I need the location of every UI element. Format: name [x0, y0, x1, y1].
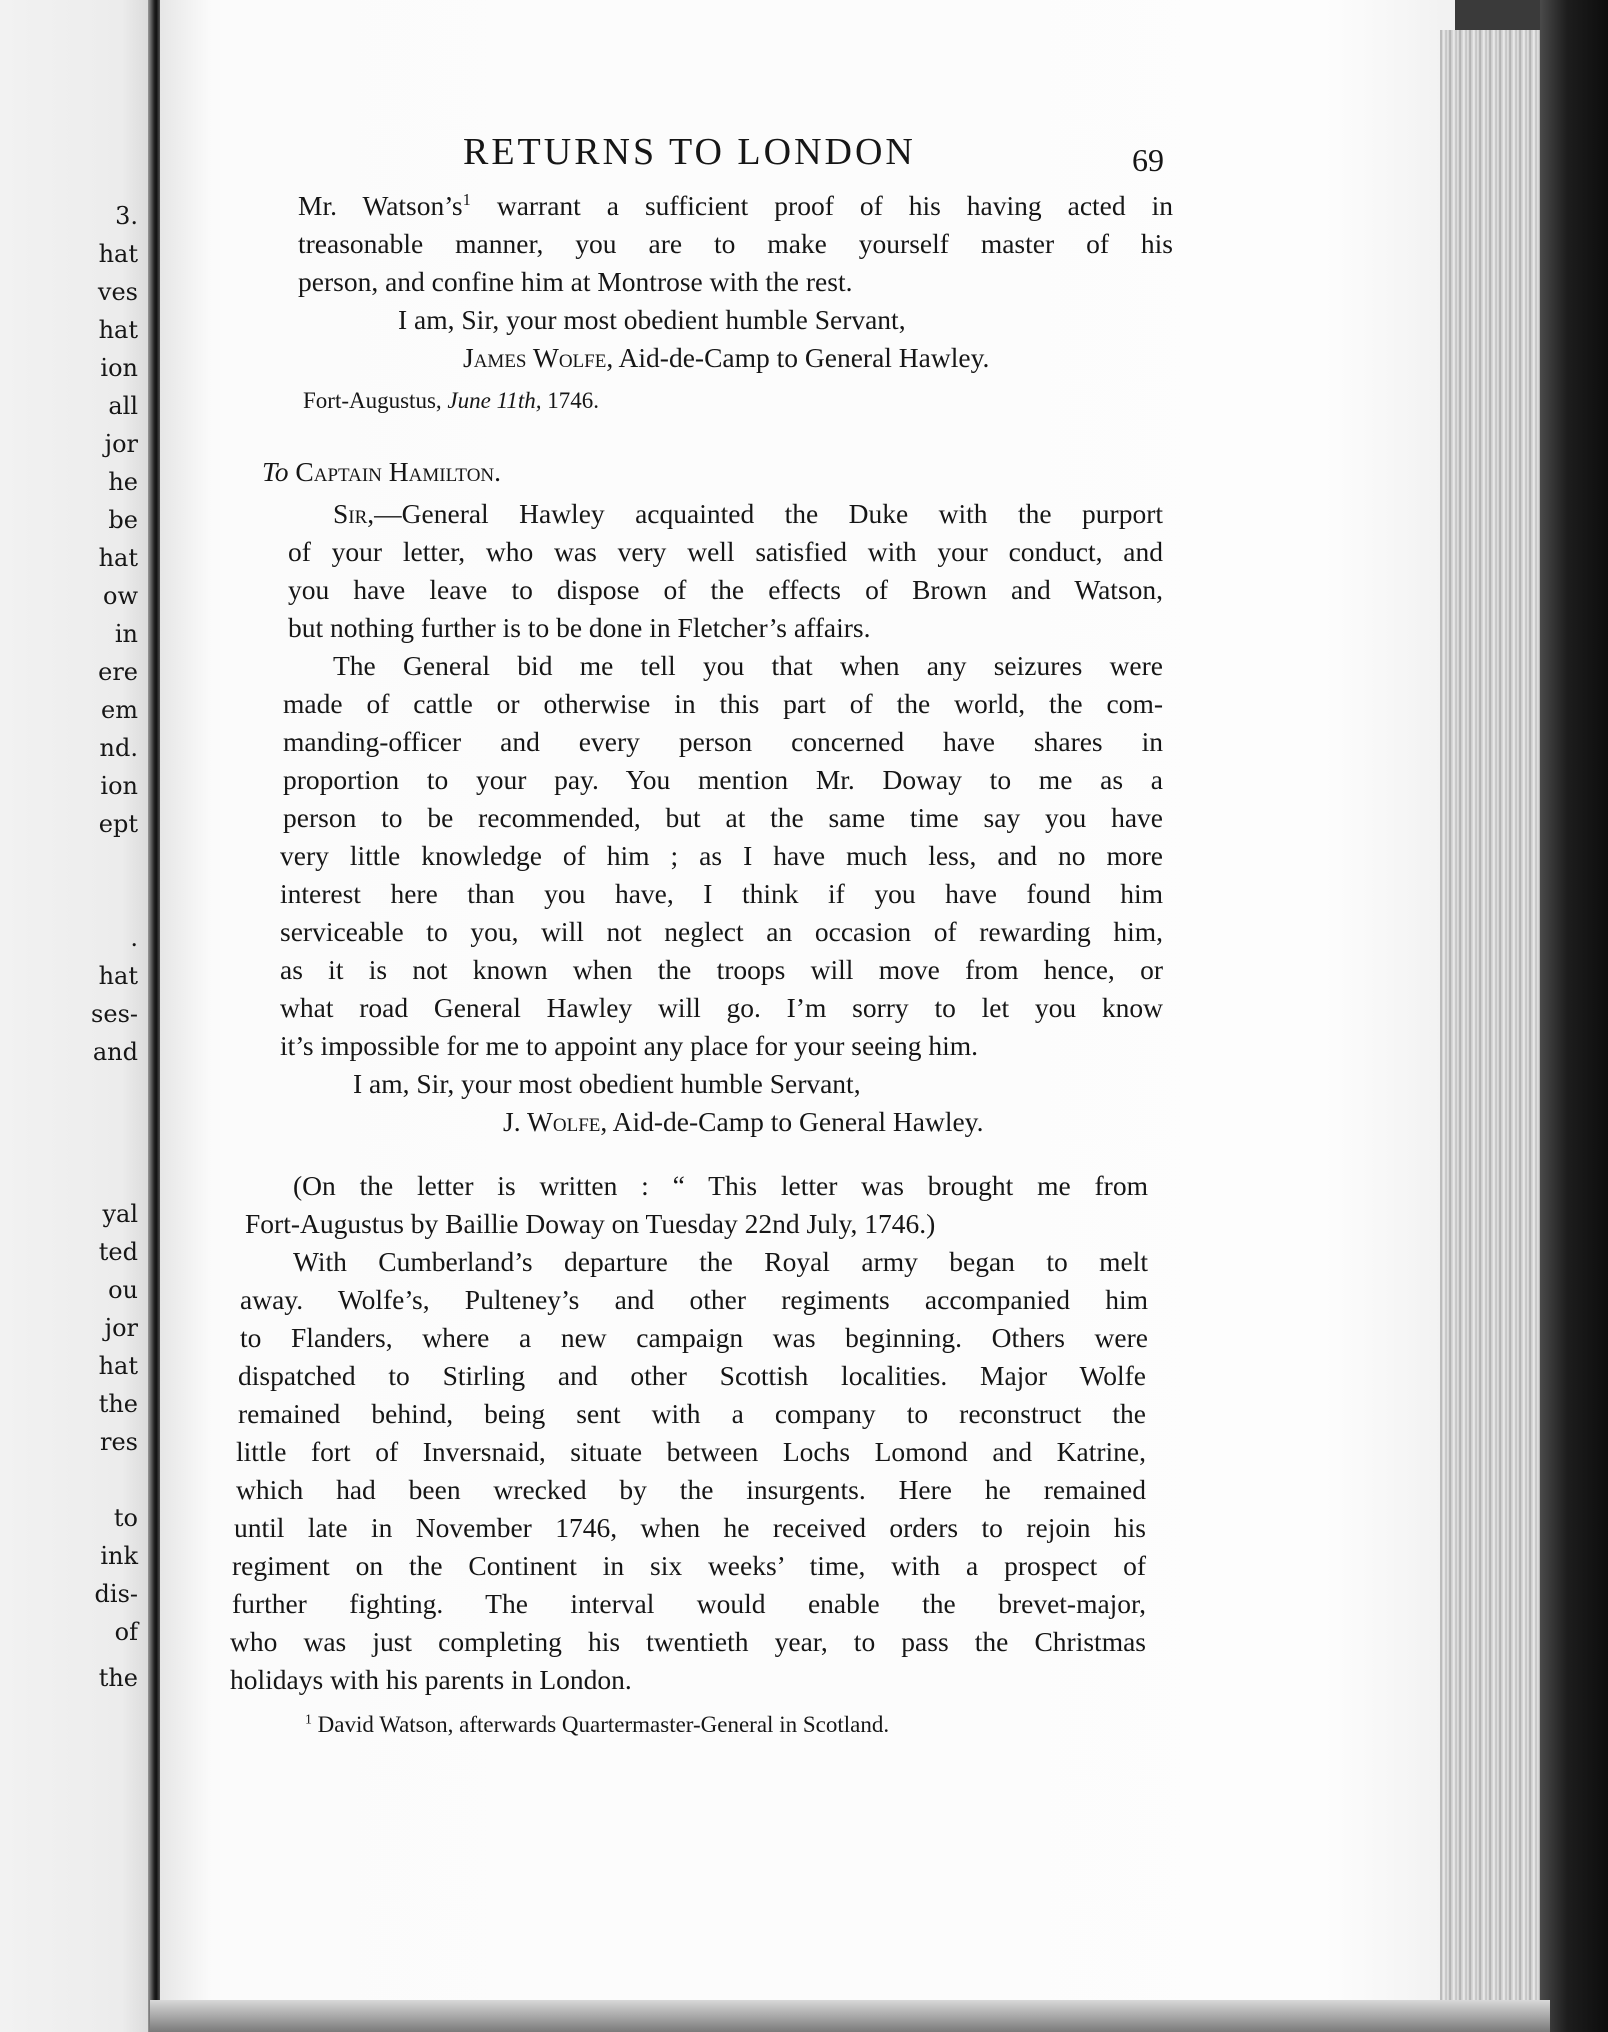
signature-title: , Aid-de-Camp to General Hawley. — [600, 1106, 984, 1137]
letter2-line-6: made of cattle or otherwise in this part of the world, the com- — [283, 688, 1163, 719]
left-page-fragment: em — [101, 696, 138, 724]
page-number: 69 — [1132, 142, 1164, 178]
left-facing-page — [0, 0, 152, 2032]
letter2-closing: I am, Sir, your most obedient humble Servant, — [353, 1068, 861, 1099]
narrative-line-2: Fort-Augustus by Baillie Doway on Tuesday 22nd July, 1746.) — [245, 1208, 936, 1239]
footnote-text: David Watson, afterwards Quartermaster-General in Scotland. — [317, 1712, 890, 1737]
letter2-line-15: it’s impossible for me to appoint any place for your seeing him. — [280, 1030, 979, 1061]
left-page-fragment: in — [114, 620, 138, 648]
left-page-fragment: hat — [98, 544, 138, 572]
letter2-line-8: proportion to your pay. You mention Mr. Doway to me as a — [283, 764, 1163, 795]
left-page-fragment: jor — [104, 1314, 138, 1342]
left-page-fragment: yal — [102, 1200, 138, 1228]
left-page-fragment: the — [98, 1390, 138, 1418]
left-page-fragment: and — [92, 1038, 138, 1066]
letter1-line-1: Mr. $Watson’s^1$ warrant a sufficient proof of his having acted in — [298, 189, 1173, 221]
letter1-line-2: treasonable manner, you are to make yourself master of his — [298, 228, 1173, 259]
letter2-line-2: of your letter, who was very well satisfied with your conduct, and — [288, 536, 1163, 567]
signature-name: J. Wolfe — [503, 1106, 601, 1137]
left-page-fragment: ere — [98, 658, 138, 686]
letter2-line-4: but nothing further is to be done in Fletcher’s affairs. — [288, 612, 871, 643]
left-page-fragment: res — [100, 1428, 138, 1456]
left-page-fragment: all — [108, 392, 138, 420]
narrative-line-13: who was just completing his twentieth year, to pass the Christmas — [230, 1626, 1146, 1657]
footnote-marker: 1 — [305, 1711, 312, 1727]
narrative-line-9: which had been wrecked by the insurgents. Here he remained — [236, 1474, 1146, 1505]
left-page-fragment: hat — [98, 1352, 138, 1380]
left-page-fragment: ept — [98, 810, 138, 838]
narrative-line-11: regiment on the Continent in six weeks’ time, with a prospect of — [232, 1550, 1146, 1581]
left-page-fragment: ou — [108, 1276, 138, 1304]
narrative-line-3: With Cumberland’s departure the Royal army began to melt — [293, 1246, 1148, 1277]
narrative-line-6: dispatched to Stirling and other Scottish localities. Major Wolfe — [238, 1360, 1146, 1391]
signature-title: , Aid-de-Camp to General Hawley. — [606, 342, 990, 373]
left-page-fragment: of — [114, 1618, 138, 1646]
letter2-line-7: manding-officer and every person concerned have shares in — [283, 726, 1163, 757]
left-page-fragment: hat — [98, 316, 138, 344]
page-edges — [1440, 30, 1547, 2020]
letter2-line-14: what road General Hawley will go. I’m sorry to let you know — [280, 992, 1163, 1023]
narrative-line-8: little fort of Inversnaid, situate between Lochs Lomond and Katrine, — [236, 1436, 1146, 1467]
letter1-closing: I am, Sir, your most obedient humble Servant, — [398, 304, 906, 335]
book-cover-edge — [1540, 0, 1608, 2032]
narrative-line-5: to Flanders, where a new campaign was beginning. Others were — [240, 1322, 1148, 1353]
letter2-line-10: very little knowledge of him ; as I have much less, and no more — [280, 840, 1163, 871]
letter2-line-12: serviceable to you, will not neglect an occasion of rewarding him, — [280, 916, 1163, 947]
left-page-fragment: jor — [104, 430, 138, 458]
letter2-line-9: person to be recommended, but at the same time say you have — [283, 802, 1163, 833]
left-page-fragment: ion — [100, 772, 138, 800]
letter1-signature — [463, 342, 989, 374]
letter1-line-3: person, and confine him at Montrose with the rest. — [298, 266, 853, 297]
narrative-line-12: further fighting. The interval would enable the brevet-major, — [232, 1588, 1146, 1619]
footnote-marker: 1 — [462, 189, 471, 209]
letter2-salutation: To Captain Hamilton. — [262, 456, 502, 487]
footnote — [305, 1712, 889, 1738]
letter2-signature — [503, 1106, 984, 1138]
letter2-line-1: Sir,—General Hawley acquainted the Duke with the purport — [333, 498, 1163, 529]
letter1-dateline: Fort-Augustus, June 11th, 1746. — [303, 388, 600, 413]
left-page-fragment: to — [113, 1504, 138, 1532]
left-page-fragment: . — [130, 924, 138, 952]
narrative-line-1: (On the letter is written : “ This letter was brought me from — [293, 1170, 1148, 1201]
letter2-line-13: as it is not known when the troops will move from hence, or — [280, 954, 1163, 985]
bottom-shadow — [150, 2000, 1550, 2032]
narrative-line-4: away. Wolfe’s, Pulteney’s and other regiments accompanied him — [240, 1284, 1148, 1315]
left-page-fragment: ted — [98, 1238, 138, 1266]
left-page-fragment: hat — [98, 962, 138, 990]
left-page-fragment: dis- — [94, 1580, 138, 1608]
narrative-line-14: holidays with his parents in London. — [230, 1664, 632, 1695]
left-page-fragment: be — [108, 506, 138, 534]
left-page-fragment: hat — [98, 240, 138, 268]
left-page-fragment: he — [108, 468, 138, 496]
left-page-fragment: the — [98, 1664, 138, 1692]
letter2-line-11: interest here than you have, I think if you have found him — [280, 878, 1163, 909]
running-head: RETURNS TO LONDON — [463, 131, 916, 173]
signature-name: James Wolfe — [463, 342, 607, 373]
letter2-line-3: you have leave to dispose of the effects of Brown and Watson, — [288, 574, 1163, 605]
letter2-line-5: The General bid me tell you that when any seizures were — [333, 650, 1163, 681]
narrative-line-7: remained behind, being sent with a company to reconstruct the — [238, 1398, 1146, 1429]
left-page-fragment: ves — [97, 278, 138, 306]
left-page-fragment: ow — [103, 582, 138, 610]
narrative-line-10: until late in November 1746, when he received orders to rejoin his — [234, 1512, 1146, 1543]
left-page-fragment: ion — [100, 354, 138, 382]
left-page-fragment: 3. — [115, 202, 138, 230]
left-page-fragment: ses- — [91, 1000, 138, 1028]
left-page-fragment: nd. — [99, 734, 138, 762]
left-page-fragment: ink — [100, 1542, 138, 1570]
